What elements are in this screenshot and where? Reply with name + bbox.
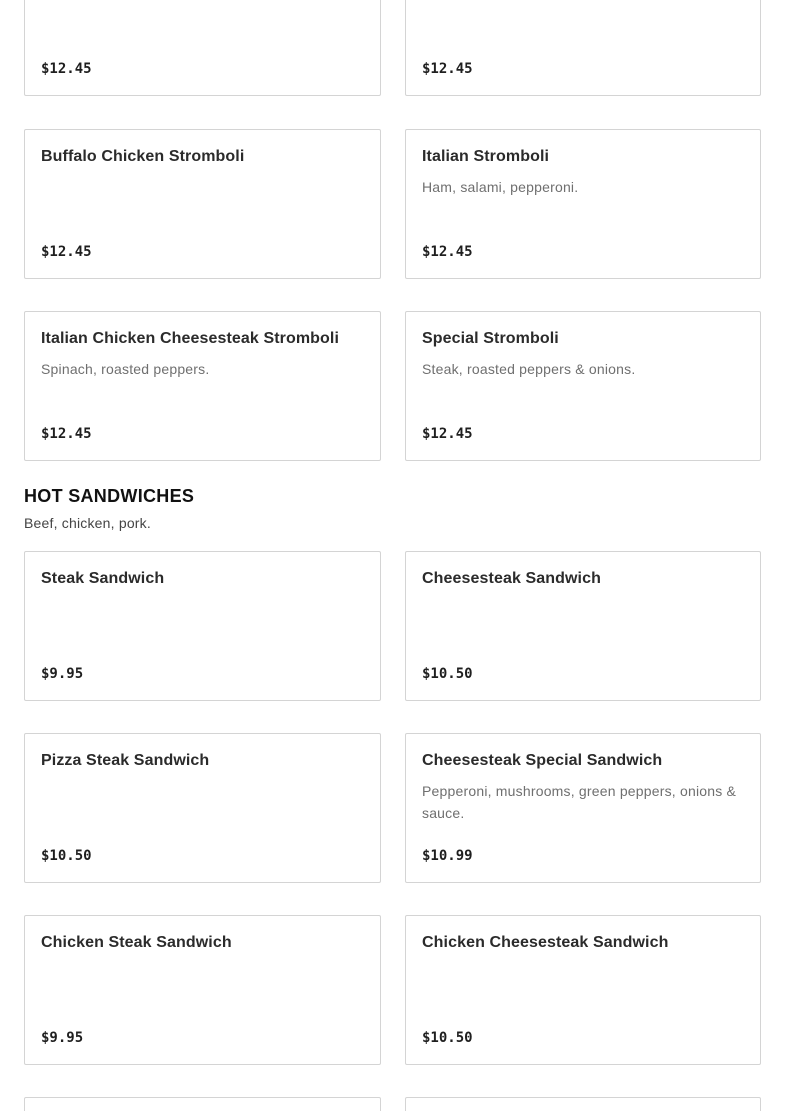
item-description: Steak, roasted peppers & onions.: [422, 361, 636, 377]
item-name: Cheesesteak Special Sandwich: [422, 752, 663, 769]
item-description: Pepperoni, mushrooms, green peppers, onions & sauce.: [422, 783, 737, 821]
item-price: $12.45: [41, 244, 92, 260]
item-price: $10.99: [422, 848, 473, 864]
item-price: $10.50: [41, 848, 92, 864]
menu-item-card[interactable]: [24, 733, 381, 883]
menu-item-card[interactable]: [24, 915, 381, 1065]
item-price: $10.50: [422, 1030, 473, 1046]
item-price: $12.45: [422, 426, 473, 442]
menu-item-card[interactable]: [24, 0, 381, 96]
menu-item-card[interactable]: [405, 733, 761, 883]
menu-item-card[interactable]: [24, 129, 381, 279]
menu-item-card[interactable]: [405, 311, 761, 461]
item-name: Chicken Cheesesteak Sandwich: [422, 934, 669, 951]
menu-item-card[interactable]: [24, 551, 381, 701]
menu-item-card[interactable]: [405, 129, 761, 279]
item-price: $9.95: [41, 1030, 84, 1046]
menu-item-card[interactable]: [24, 1097, 381, 1111]
section-description: Beef, chicken, pork.: [24, 515, 151, 531]
item-name: Special Stromboli: [422, 330, 559, 347]
item-name: Italian Stromboli: [422, 148, 550, 165]
item-price: $9.95: [41, 666, 84, 682]
section-title: HOT SANDWICHES: [24, 486, 195, 506]
item-name: Pizza Steak Sandwich: [41, 752, 210, 769]
item-price: $12.45: [422, 244, 473, 260]
item-name: Steak Sandwich: [41, 570, 165, 587]
item-name: Chicken Steak Sandwich: [41, 934, 232, 951]
item-name: Cheesesteak Sandwich: [422, 570, 601, 587]
item-description: Ham, salami, pepperoni.: [422, 179, 579, 195]
menu-item-card[interactable]: [405, 915, 761, 1065]
item-name: Buffalo Chicken Stromboli: [41, 148, 245, 165]
item-price: $10.50: [422, 666, 473, 682]
menu-item-card[interactable]: [24, 311, 381, 461]
item-price: $12.45: [41, 426, 92, 442]
menu-item-card[interactable]: [405, 551, 761, 701]
item-price: $12.45: [422, 61, 473, 77]
menu-item-card[interactable]: [405, 1097, 761, 1111]
item-price: $12.45: [41, 61, 92, 77]
menu-item-card[interactable]: [405, 0, 761, 96]
item-description: Spinach, roasted peppers.: [41, 361, 210, 377]
item-name: Italian Chicken Cheesesteak Stromboli: [41, 330, 340, 347]
